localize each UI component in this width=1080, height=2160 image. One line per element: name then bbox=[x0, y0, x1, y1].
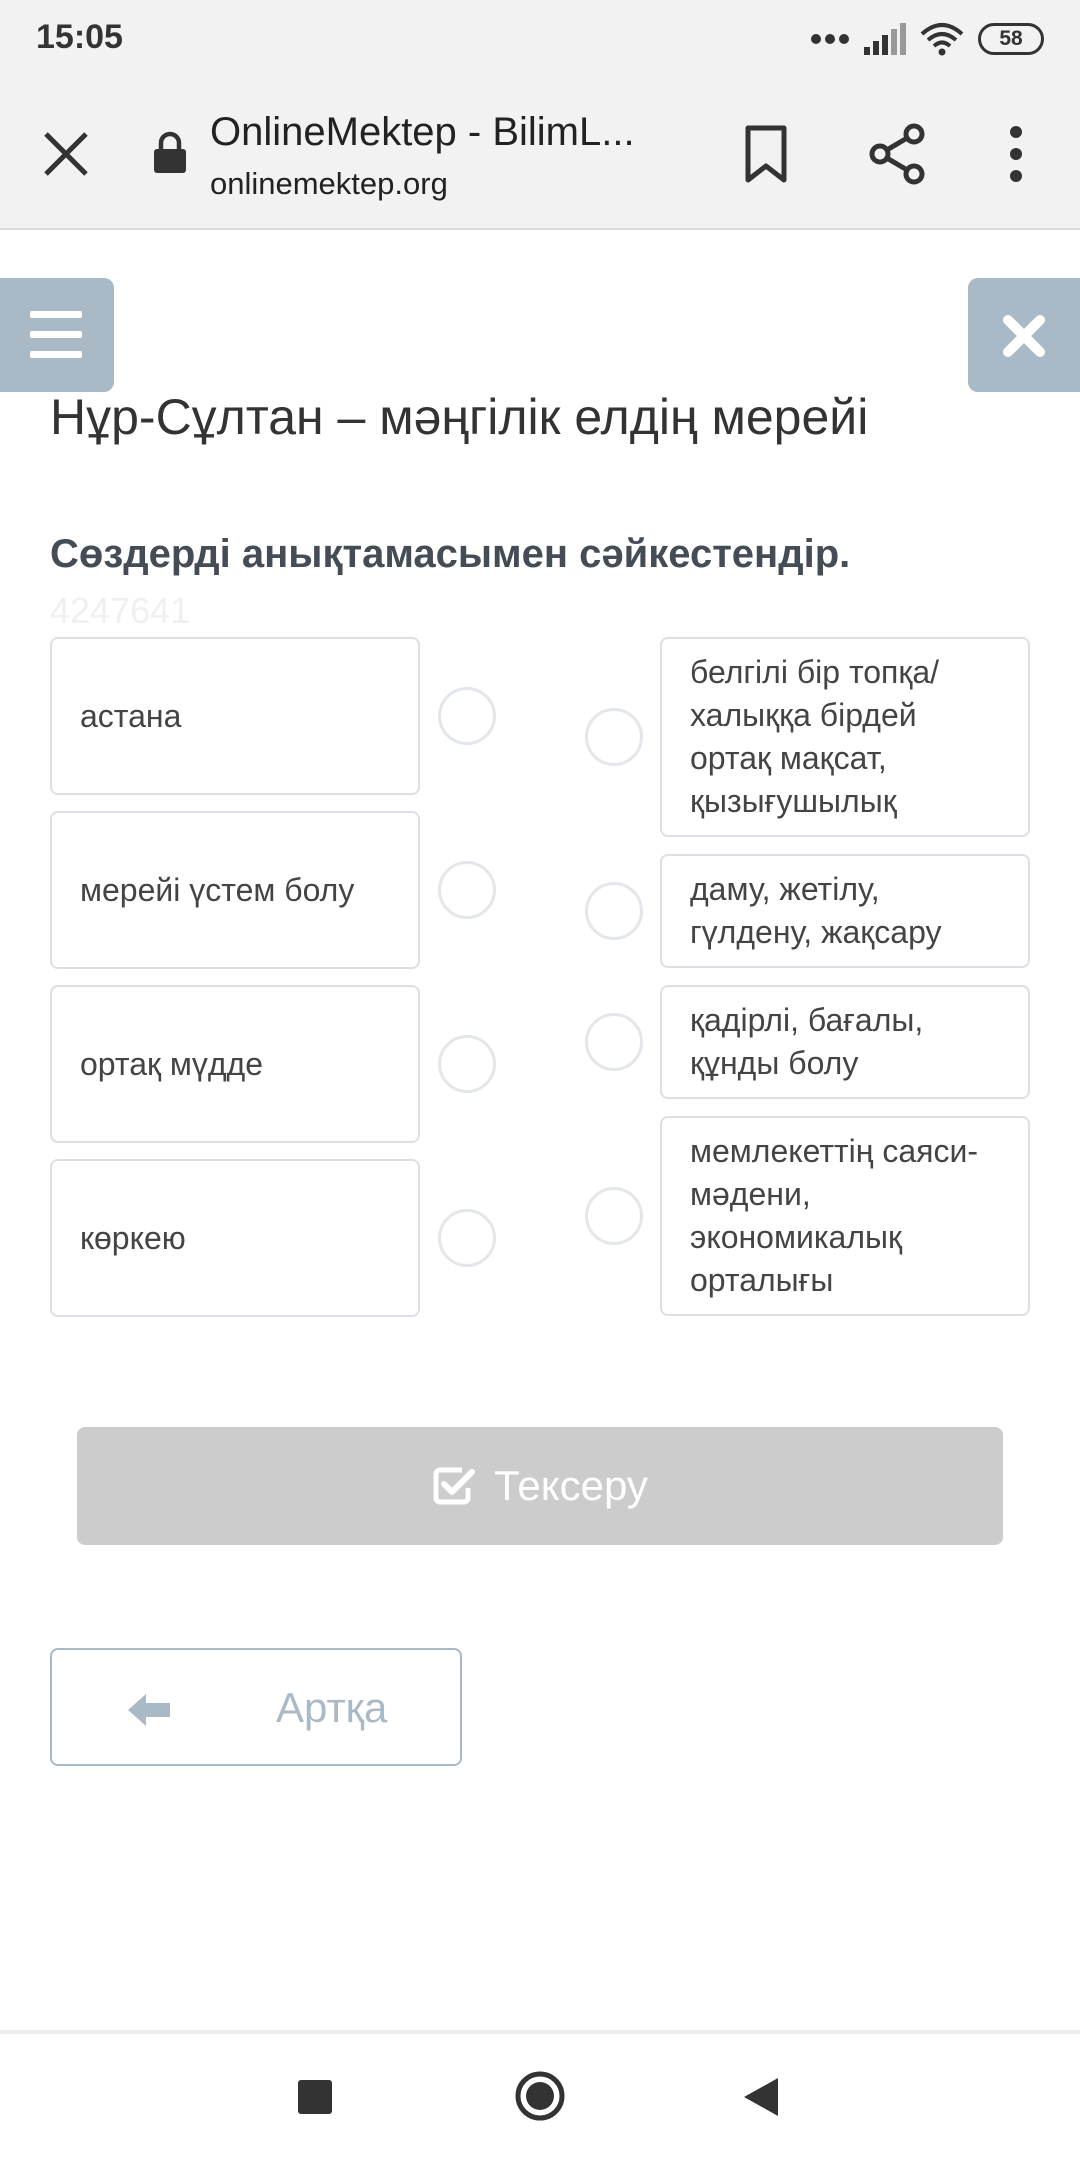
left-item[interactable] bbox=[50, 1159, 420, 1317]
wifi-icon bbox=[920, 22, 964, 56]
close-icon bbox=[968, 278, 1080, 392]
page-content bbox=[0, 230, 1080, 2030]
back-button[interactable] bbox=[50, 1648, 462, 1766]
menu-button[interactable] bbox=[0, 278, 114, 392]
status-time: 15:05 bbox=[36, 18, 123, 56]
left-item-radio[interactable] bbox=[438, 861, 496, 919]
right-item[interactable] bbox=[660, 1116, 1030, 1316]
task-instruction: Сөздерді анықтамасымен сәйкестендір. bbox=[50, 532, 851, 576]
check-button[interactable] bbox=[77, 1427, 1003, 1545]
right-item[interactable] bbox=[660, 985, 1030, 1099]
right-item-radio[interactable] bbox=[585, 1187, 643, 1245]
lesson-title: Нұр-Сұлтан – мәңгілік елдің мерейі bbox=[50, 389, 869, 445]
url-text[interactable]: onlinemektep.org bbox=[210, 166, 448, 201]
left-item-label: мерейі үстем болу bbox=[80, 871, 355, 908]
left-item[interactable] bbox=[50, 811, 420, 969]
left-item-radio[interactable] bbox=[438, 1209, 496, 1267]
back-button-label: Артқа bbox=[276, 1684, 388, 1731]
left-item-label: астана bbox=[80, 697, 182, 734]
right-item-label: даму, жетілу, гүлдену, жақсару bbox=[690, 871, 942, 950]
home-circle-icon[interactable] bbox=[514, 2070, 566, 2122]
bookmark-icon[interactable] bbox=[738, 124, 794, 184]
browser-toolbar bbox=[0, 78, 1080, 230]
right-item-radio[interactable] bbox=[585, 882, 643, 940]
right-item-label: қадірлі, бағалы, құнды болу bbox=[690, 1002, 924, 1081]
navigation-bar bbox=[0, 2030, 1080, 2160]
page-title[interactable]: OnlineMektep - BilimL... bbox=[210, 110, 635, 154]
close-icon[interactable] bbox=[36, 124, 96, 184]
left-item[interactable] bbox=[50, 637, 420, 795]
lock-icon bbox=[152, 130, 188, 174]
checkbox-check-icon bbox=[432, 1466, 476, 1506]
arrow-left-icon bbox=[126, 1690, 174, 1730]
hamburger-icon bbox=[0, 278, 114, 392]
share-icon[interactable] bbox=[866, 122, 930, 186]
recents-square-icon[interactable] bbox=[296, 2078, 334, 2116]
left-item-radio[interactable] bbox=[438, 687, 496, 745]
signal-icon bbox=[864, 23, 906, 55]
task-id: 4247641 bbox=[50, 590, 191, 631]
right-item-label: мемлекеттің саяси-мәдени, экономикалық орталығы bbox=[690, 1133, 978, 1298]
left-item-label: ортақ мүдде bbox=[80, 1045, 264, 1082]
right-item-radio[interactable] bbox=[585, 1013, 643, 1071]
right-item[interactable] bbox=[660, 854, 1030, 968]
more-vert-icon[interactable] bbox=[996, 122, 1036, 186]
right-item-radio[interactable] bbox=[585, 708, 643, 766]
dots-icon bbox=[810, 33, 850, 45]
status-icons bbox=[810, 20, 1044, 58]
status-bar bbox=[0, 0, 1080, 78]
right-item-label: белгілі бір топқа/ халыққа бірдей ортақ мақсат, қызығушылық bbox=[690, 654, 940, 819]
close-lesson-button[interactable] bbox=[968, 278, 1080, 392]
left-item[interactable] bbox=[50, 985, 420, 1143]
back-triangle-icon[interactable] bbox=[742, 2076, 780, 2118]
check-button-label: Тексеру bbox=[494, 1462, 648, 1509]
right-item[interactable] bbox=[660, 637, 1030, 837]
left-item-radio[interactable] bbox=[438, 1035, 496, 1093]
left-item-label: көркею bbox=[80, 1219, 186, 1256]
battery-icon: 58 bbox=[978, 23, 1044, 55]
